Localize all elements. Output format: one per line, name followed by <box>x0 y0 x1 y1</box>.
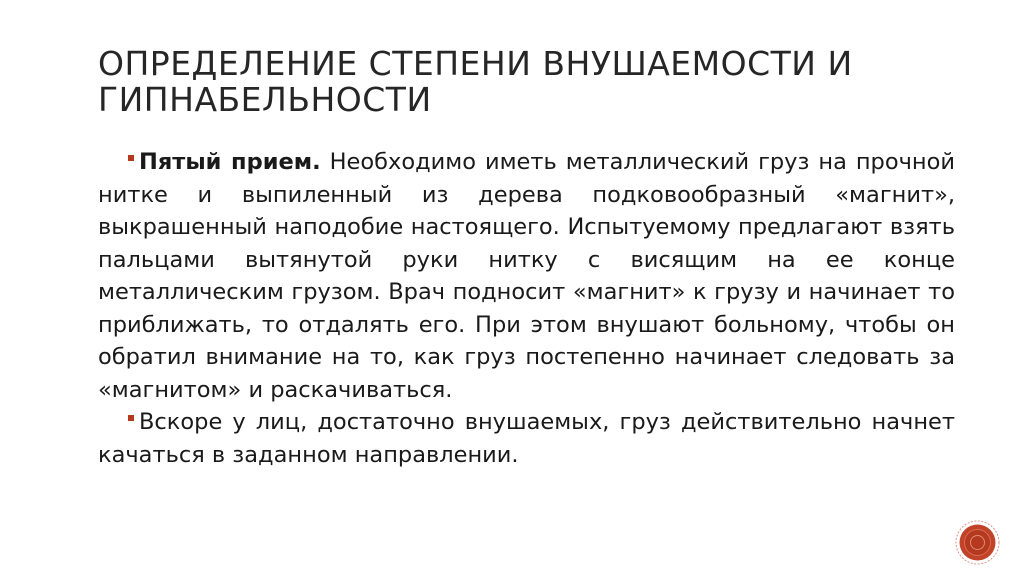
square-bullet-icon <box>128 415 134 421</box>
bullet-item-2 <box>98 406 955 471</box>
square-bullet-icon <box>128 155 134 161</box>
bullet-item-1 <box>98 146 955 406</box>
slide-content <box>98 146 955 471</box>
decorative-circle-logo-icon <box>955 520 1000 565</box>
bullet-text: Вскоре у лиц, достаточно внушаемых, груз действительно начнет качаться в заданном направлении. <box>98 409 955 468</box>
slide-title: ОПРЕДЕЛЕНИЕ СТЕПЕНИ ВНУШАЕМОСТИ И ГИПНАБЕЛЬНОСТИ <box>98 44 853 119</box>
bullet-text: Необходимо иметь металлический груз на прочной нитке и выпиленный из дерева подковообразный «магнит», выкрашенный наподобие настоящего. Испытуемому предлагают взять пальцами вытянутой руки нитку с висящим на ее конце металлическим грузом. Врач подносит «магнит» к грузу и начинает то приближать, то отдалять его. При этом внушают больному, чтобы он обратил внимание на то, как груз постепенно начинает следовать за «магнитом» и раскачиваться. <box>98 149 955 403</box>
bullet-lead-text: Пятый прием. <box>139 149 321 175</box>
